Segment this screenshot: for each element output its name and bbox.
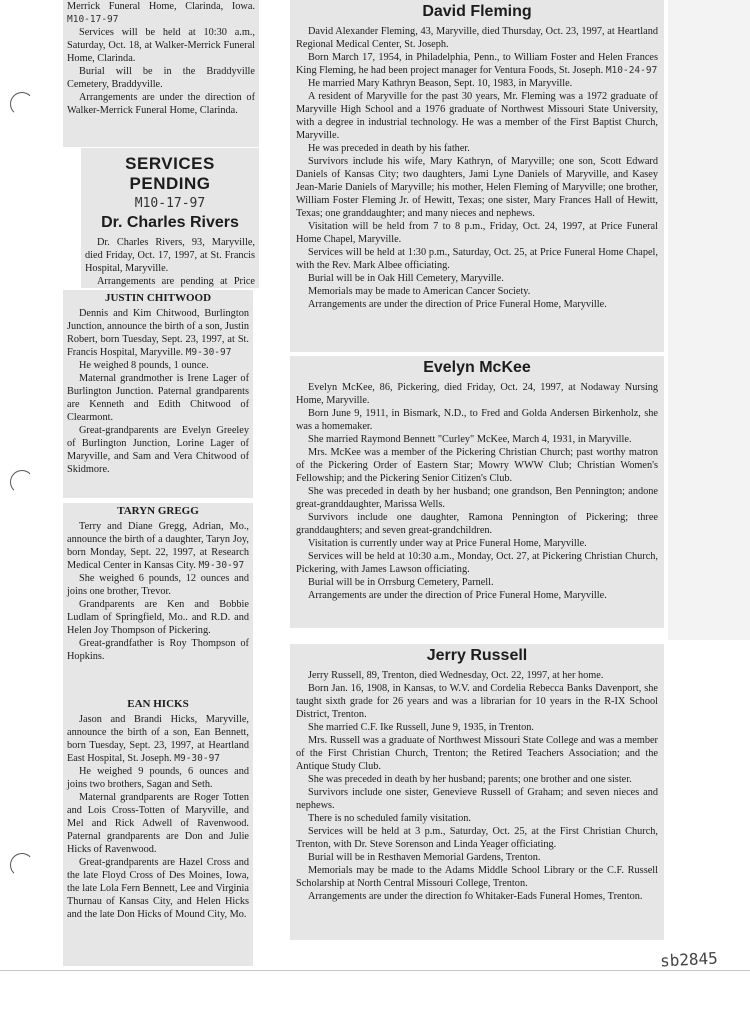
walker-p1: Merrick Funeral Home, Clarinda, Iowa. M10-17-97 [67, 1, 255, 25]
handwritten-date-note: M9-30-97 [185, 347, 232, 358]
fleming-p8: Services will be held at 1:30 p.m., Saturday, Oct. 25, at Price Funeral Home Chapel, with the Rev. Mark Albee officiating. [296, 247, 658, 271]
russell-p6: Survivors include one sister, Genevieve Russell of Graham; and seven nieces and nephews. [296, 787, 658, 811]
gregg-p3: Grandparents are Ken and Bobbie Ludlam of Springfield, Mo.. and R.D. and Helen Joy Thompson of Pickering. [67, 599, 249, 636]
walker-p3: Burial will be in the Braddyville Cemetery, Braddyville. [67, 66, 255, 90]
gregg-title: TARYN GREGG [117, 505, 199, 517]
russell-p9: Burial will be in Resthaven Memorial Gardens, Trenton. [308, 852, 541, 863]
mckee-p5: She was preceded in death by her husband; one grandson, Ben Pennington; andone great-granddaughter, Marissa Wells. [296, 486, 658, 510]
chitwood-p4: Great-grandparents are Evelyn Greeley of Burlington Junction, Lorine Lager of Maryville, and Sam and Vera Chitwood of Skidmore. [67, 425, 249, 475]
clipping-rivers [81, 148, 259, 288]
mckee-p6: Survivors include one daughter, Ramona Pennington of Pickering; three granddaughters; and seven great-grandchildren. [296, 512, 658, 536]
fleming-p9: Burial will be in Oak Hill Cemetery, Maryville. [308, 273, 504, 284]
archive-stamp: sb2845 [659, 948, 719, 971]
russell-p11: Arrangements are under the direction fo Whitaker-Eads Funeral Homes, Trenton. [308, 891, 643, 902]
chitwood-p1: Dennis and Kim Chitwood, Burlington Junction, announce the birth of a son, Justin Robert, born Tuesday, Sept. 23, 1997, at St. Francis Hospital, Maryville. M9-30-97 [67, 308, 249, 358]
binder-hole [10, 470, 34, 494]
fleming-p3: He married Mary Kathryn Beason, Sept. 10, 1983, in Maryville. [308, 78, 573, 89]
fleming-title: David Fleming [422, 3, 532, 20]
gregg-p2: She weighed 6 pounds, 12 ounces and joins one brother, Trevor. [67, 573, 249, 597]
chitwood-p3: Maternal grandmother is Irene Lager of Burlington Junction. Paternal grandparents are Kenneth and Edith Chitwood of Clearmont. [67, 373, 249, 423]
clipping-chitwood [63, 290, 253, 498]
chitwood-title: JUSTIN CHITWOOD [104, 292, 212, 304]
russell-p2: Born Jan. 16, 1908, in Kansas, to W.V. and Cordelia Rebecca Banks Davenport, she taught sixth grade for 26 years and was a librarian for 10 years in the R-IX School District, Trenton. [296, 683, 658, 720]
fleming-p5: He was preceded in death by his father. [308, 143, 470, 154]
mckee-p1: Evelyn McKee, 86, Pickering, died Friday, Oct. 24, 1997, at Nodaway Nursing Home, Maryville. [296, 382, 658, 406]
handwritten-date-note: M10-17-97 [67, 14, 119, 25]
rivers-p2: Arrangements are pending at Price [97, 276, 255, 287]
clipping-hicks [63, 696, 253, 966]
mckee-title: Evelyn McKee [423, 359, 531, 376]
fleming-p1: David Alexander Fleming, 43, Maryville, died Thursday, Oct. 23, 1997, at Heartland Regional Medical Center, St. Joseph. [296, 26, 658, 50]
fleming-p4: A resident of Maryville for the past 30 years, Mr. Fleming was a 1972 graduate of Maryville High School and a 1976 graduate of Northwest Missouri State University, with a degree in industrial technology. He was a member of the First Baptist Church, Maryville. [296, 91, 658, 141]
clipping-russell [290, 644, 664, 940]
handwritten-date-note: M10-17-97 [134, 196, 206, 211]
fleming-p10: Memorials may be made to American Cancer Society. [308, 286, 531, 297]
services-pending-banner: SERVICES PENDING [125, 154, 215, 193]
hicks-p2: He weighed 9 pounds, 6 ounces and joins two brothers, Sagan and Seth. [67, 766, 249, 790]
russell-p5: She was preceded in death by her husband; parents; one brother and one sister. [308, 774, 632, 785]
mckee-p8: Services will be held at 10:30 a.m., Monday, Oct. 27, at Pickering Christian Church, Pickering, with James Lawson officiating. [296, 551, 658, 575]
gregg-p1: Terry and Diane Gregg, Adrian, Mo., announce the birth of a daughter, Taryn Joy, born Monday, Sept. 22, 1997, at Research Medical Center in Kansas City. M9-30-97 [67, 521, 249, 571]
fleming-p11: Arrangements are under the direction of Price Funeral Home, Maryville. [308, 299, 607, 310]
binder-hole [10, 92, 34, 116]
hicks-p3: Maternal grandparents are Roger Totten and Lois Cross-Totten of Maryville, and Mel and Rick Adwell of Ravenwood. Paternal grandparents are Don and Julie Hicks of Ravenwood. [67, 792, 249, 855]
handwritten-date-note: M9-30-97 [174, 753, 221, 764]
page-edge-line [0, 970, 750, 971]
hicks-title: EAN HICKS [127, 698, 189, 710]
handwritten-date-note: M9-30-97 [198, 560, 245, 571]
clipping-fleming [290, 0, 664, 352]
fleming-p2: Born March 17, 1954, in Philadelphia, Penn., to William Foster and Helen Frances King Fleming, he had been project manager for Ventura Foods, St. Joseph. M10-24-97 [296, 52, 658, 76]
russell-p3: She married C.F. Ike Russell, June 9, 1935, in Trenton. [308, 722, 534, 733]
rivers-p1: Dr. Charles Rivers, 93, Maryville, died Friday, Oct. 17, 1997, at St. Francis Hospital, Maryville. [85, 237, 255, 274]
walker-p2: Services will be held at 10:30 a.m., Saturday, Oct. 18, at Walker-Merrick Funeral Home, Clarinda. [67, 27, 255, 64]
russell-p1: Jerry Russell, 89, Trenton, died Wednesday, Oct. 22, 1997, at her home. [308, 670, 604, 681]
mckee-p7: Visitation is currently under way at Price Funeral Home, Maryville. [308, 538, 587, 549]
rivers-title: Dr. Charles Rivers [101, 214, 239, 231]
binder-hole [10, 853, 34, 877]
russell-p8: Services will be held at 3 p.m., Saturday, Oct. 25, at the First Christian Church, Trenton, with Dr. Steve Sorenson and Linda Yeager officiating. [296, 826, 658, 850]
clipping-gregg [63, 503, 253, 696]
fleming-p7: Visitation will be held from 7 to 8 p.m., Friday, Oct. 24, 1997, at Price Funeral Home Chapel, Maryville. [296, 221, 658, 245]
walker-p4: Arrangements are under the direction of Walker-Merrick Funeral Home, Clarinda. [67, 92, 255, 116]
mckee-p10: Arrangements are under the direction of Price Funeral Home, Maryville. [308, 590, 607, 601]
scan-margin [668, 0, 750, 640]
russell-p4: Mrs. Russell was a graduate of Northwest Missouri State College and was a member of the First Christian Church, Trenton; the Retired Teachers Association; and the Antique Study Club. [296, 735, 658, 772]
fleming-p6: Survivors include his wife, Mary Kathryn, of Maryville; one son, Scott Edward Daniels of Kansas City; two daughters, Jami Lyne Daniels of Maryville, and Kasey Jean-Marie Daniels of Maryville; his mother, Helen Fleming of Maryville; one brother, William Foster Fleming Jr. of Hewitt, Texas; one sister, Mary Frances Hall of Hewitt, Texas; one granddaughter; and many nieces and nephews. [296, 156, 658, 219]
gregg-p4: Great-grandfather is Roy Thompson of Hopkins. [67, 638, 249, 662]
mckee-p3: She married Raymond Bennett "Curley" McKee, March 4, 1931, in Maryville. [308, 434, 632, 445]
mckee-p2: Born June 9, 1911, in Bismark, N.D., to Fred and Golda Andersen Birkenholz, she was a homemaker. [296, 408, 658, 432]
russell-title: Jerry Russell [426, 647, 528, 664]
mckee-p4: Mrs. McKee was a member of the Pickering Christian Church; past worthy matron of the Pickering Order of Eastern Star; Mowry WWW Club; Christian Women's Fellowship; and the Pickering Senior Citizen's Club. [296, 447, 658, 484]
mckee-p9: Burial will be in Orrsburg Cemetery, Parnell. [308, 577, 494, 588]
clipping-mckee [290, 356, 664, 628]
handwritten-date-note: M10-24-97 [605, 65, 658, 76]
hicks-p4: Great-grandparents are Hazel Cross and the late Floyd Cross of Des Moines, Iowa, the late Lola Fern Bennett, Lee and Virginia Thurnau of Kansas City, and Helen Hicks and the late Don Hicks of Mound City, Mo. [67, 857, 249, 920]
russell-p10: Memorials may be made to the Adams Middle School Library or the C.F. Russell Scholarship at North Central Missouri College, Trenton. [296, 865, 658, 889]
russell-p7: There is no scheduled family visitation. [308, 813, 471, 824]
clipping-walker-merrick [63, 0, 259, 147]
chitwood-p2: He weighed 8 pounds, 1 ounce. [79, 360, 209, 371]
hicks-p1: Jason and Brandi Hicks, Maryville, announce the birth of a son, Ean Bennett, born Tuesday, Sept. 23, 1997, at Heartland East Hospital, St. Joseph. M9-30-97 [67, 714, 249, 764]
